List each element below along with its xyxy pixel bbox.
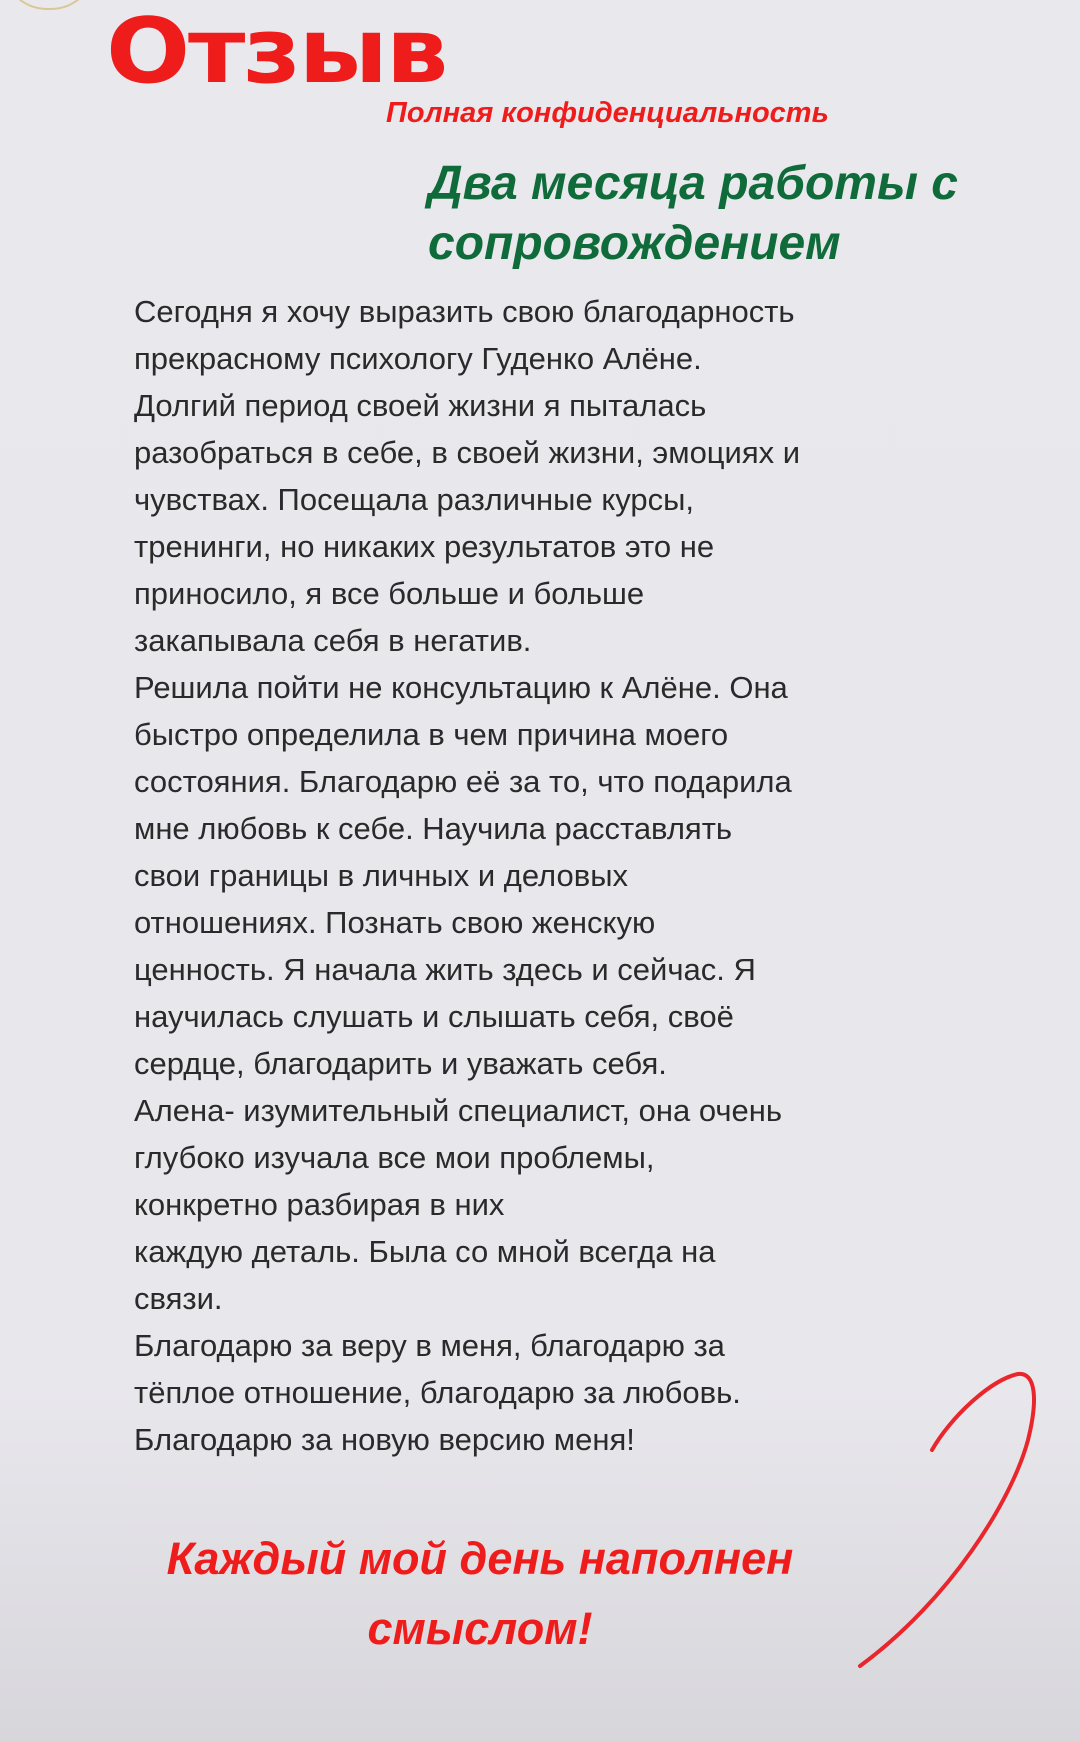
review-footer bbox=[120, 1524, 840, 1664]
heading-line-1: Два месяца работы с bbox=[428, 157, 958, 210]
body-line: свои границы в личных и деловых bbox=[134, 858, 628, 893]
body-line: конкретно разбирая в них bbox=[134, 1187, 505, 1222]
body-line: тренинги, но никаких результатов это не bbox=[134, 529, 715, 564]
body-line: глубоко изучала все мои проблемы, bbox=[134, 1140, 655, 1175]
red-pen-stroke-icon bbox=[840, 1370, 1040, 1670]
footer-line-1: Каждый мой день наполнен bbox=[166, 1533, 794, 1584]
review-body bbox=[134, 288, 954, 1463]
body-line: закапывала себя в негатив. bbox=[134, 623, 532, 658]
body-line: Благодарю за веру в меня, благодарю за bbox=[134, 1328, 725, 1363]
avatar-ring-icon bbox=[2, 0, 96, 10]
footer-line-2: смыслом! bbox=[367, 1603, 593, 1654]
body-line: разобраться в себе, в своей жизни, эмоциях и bbox=[134, 435, 801, 470]
body-line: Долгий период своей жизни я пыталась bbox=[134, 388, 707, 423]
body-line: тёплое отношение, благодарю за любовь. bbox=[134, 1375, 741, 1410]
body-line: Благодарю за новую версию меня! bbox=[134, 1422, 635, 1457]
body-line: каждую деталь. Была со мной всегда на bbox=[134, 1234, 716, 1269]
review-title: Отзыв bbox=[106, 0, 447, 104]
body-line: Алена- изумительный специалист, она очень bbox=[134, 1093, 783, 1128]
body-line: связи. bbox=[134, 1281, 223, 1316]
body-line: Сегодня я хочу выразить свою благодарность bbox=[134, 294, 795, 329]
body-line: быстро определила в чем причина моего bbox=[134, 717, 729, 752]
body-line: сердце, благодарить и уважать себя. bbox=[134, 1046, 667, 1081]
body-line: ценность. Я начала жить здесь и сейчас. Я bbox=[134, 952, 756, 987]
body-line: отношениях. Познать свою женскую bbox=[134, 905, 656, 940]
review-heading bbox=[428, 154, 1028, 274]
confidentiality-subtitle: Полная конфиденциальность bbox=[386, 97, 829, 129]
body-line: состояния. Благодарю её за то, что подарила bbox=[134, 764, 792, 799]
body-line: прекрасному психологу Гуденко Алёне. bbox=[134, 341, 702, 376]
body-line: мне любовь к себе. Научила расставлять bbox=[134, 811, 733, 846]
body-line: чувствах. Посещала различные курсы, bbox=[134, 482, 695, 517]
body-line: приносило, я все больше и больше bbox=[134, 576, 645, 611]
body-line: Решила пойти не консультацию к Алёне. Она bbox=[134, 670, 788, 705]
heading-line-2: сопровождением bbox=[428, 217, 841, 270]
body-line: научилась слушать и слышать себя, своё bbox=[134, 999, 734, 1034]
